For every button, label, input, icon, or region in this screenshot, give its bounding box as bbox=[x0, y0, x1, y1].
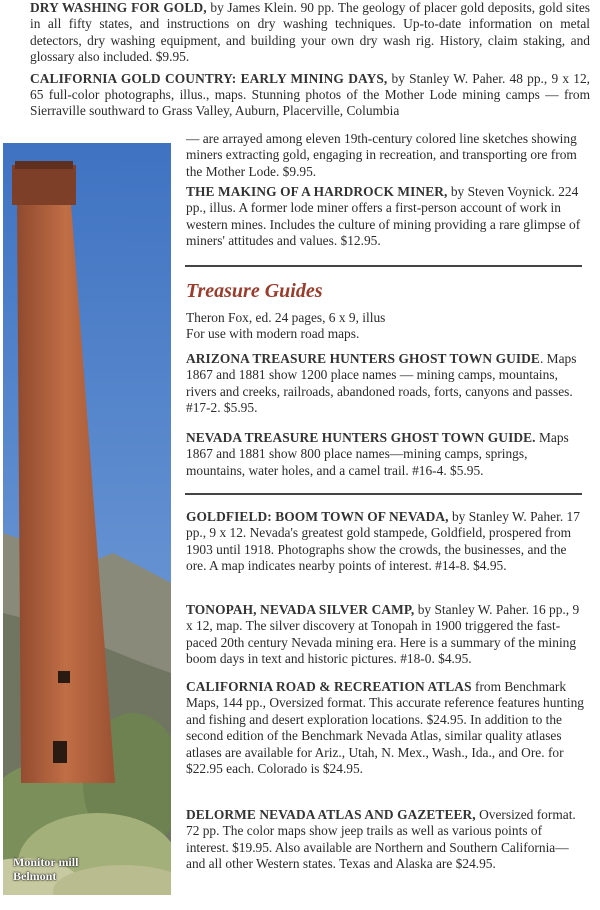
entry-california-atlas bbox=[186, 679, 586, 777]
intro-line-2: For use with modern road maps. bbox=[186, 326, 360, 341]
intro-text bbox=[186, 310, 586, 342]
chimney-illustration bbox=[3, 143, 171, 895]
section-divider bbox=[185, 493, 582, 495]
entry-body: by Stanley W. Paher. 16 pp., 9 x 12, map. The silver discovery at Tonopah in 1900 triggered the fast-paced 20th century Nevada mining era. Here is a summary of the mining boom days in text and historic pictures. #18-0. $4.95. bbox=[186, 602, 580, 667]
entry-title: CALIFORNIA ROAD & RECREATION ATLAS bbox=[186, 679, 472, 694]
top-entries bbox=[30, 0, 590, 125]
photo-caption-line-2: Belmont bbox=[13, 869, 57, 883]
entry-title: GOLDFIELD: BOOM TOWN OF NEVADA, bbox=[186, 509, 449, 524]
photo-monitor-mill-chimney bbox=[3, 143, 171, 895]
continuation-text: — are arrayed among eleven 19th-century colored line sketches showing miners extracting gold, engaging in recreation, and transporting ore from the Mother Lode. $9.95. bbox=[186, 131, 577, 179]
entry-delorme-atlas bbox=[186, 807, 586, 873]
entry-body: by Stanley W. Paher. 17 pp., 9 x 12. Nevada's greatest gold stampede, Goldfield, prospered from 1903 until 1918. Photographs show the crowds, the businesses, and the ore. A map indicates nearby points of interest. #14-8. $4.95. bbox=[186, 509, 580, 574]
entry-tonopah bbox=[186, 602, 586, 668]
photo-caption-line-1: Monitor mill bbox=[13, 855, 79, 869]
entry-hardrock-miner bbox=[186, 184, 586, 250]
entry-body: Maps 1867 and 1881 show 800 place names—mining camps, springs, mountains, water holes, and a camel trail. #16-4. $5.95. bbox=[186, 430, 569, 478]
section-title: Treasure Guides bbox=[186, 280, 323, 302]
entry-arizona-guide bbox=[186, 351, 586, 417]
entry-title: THE MAKING OF A HARDROCK MINER, bbox=[186, 184, 448, 199]
entry-title: DELORME NEVADA ATLAS AND GAZETEER, bbox=[186, 807, 476, 822]
entry-california-gold-country bbox=[30, 71, 590, 120]
entry-body: by Stanley W. Paher. 48 pp., 9 x 12, 65 full-color photographs, illus., maps. Stunning photos of the Mother Lode mining camps — from Sierraville southward to Grass Valley, Auburn, Placerville, Columbia bbox=[30, 70, 590, 119]
entry-dry-washing bbox=[30, 0, 590, 66]
entry-title: DRY WASHING FOR GOLD, bbox=[30, 0, 207, 15]
entry-body: Oversized format. 72 pp. The color maps show jeep trails as well as various points of interest. $19.95. Also available are Northern and Southern California—and all other Western states. Texas and Alaska are $24.95. bbox=[186, 807, 576, 872]
entry-body: by James Klein. 90 pp. The geology of placer gold deposits, gold sites in all fifty states, and instructions on dry washing techniques. Up-to-date information on metal detectors, dry washing equipment, and building your own dry wash rig. History, claim staking, and glossary also included. $9.95. bbox=[30, 0, 590, 65]
entry-title: NEVADA TREASURE HUNTERS GHOST TOWN GUIDE. bbox=[186, 430, 536, 445]
entry-nevada-guide bbox=[186, 430, 586, 479]
entry-title: CALIFORNIA GOLD COUNTRY: EARLY MINING DAYS, bbox=[30, 70, 388, 86]
entry-body: . Maps 1867 and 1881 show 1200 place names — mining camps, mountains, rivers and creeks, railroads, abandoned roads, forts, canyons and passes. #17-2. $5.95. bbox=[186, 351, 577, 416]
entry-body: by Steven Voynick. 224 pp., illus. A former lode miner offers a first-person account of work in western mines. Includes the culture of mining providing a rare glimpse of miners' attitudes and values. $12.95. bbox=[186, 184, 581, 249]
entry-goldfield bbox=[186, 509, 586, 575]
intro-line-1: Theron Fox, ed. 24 pages, 6 x 9, illus bbox=[186, 310, 386, 325]
entry-body: from Benchmark Maps, 144 pp., Oversized format. This accurate reference features hunting and fishing and desert exploration locations. $24.95. In addition to the second edition of the Benchmark Nevada Atlas, similar quality atlases atlases are available for Ariz., Utah, N. Mex., Wash., Ida., and Ore. for $22.95 each. Colorado is $24.95. bbox=[186, 679, 584, 777]
photo-caption bbox=[13, 855, 78, 883]
entry-title: ARIZONA TREASURE HUNTERS GHOST TOWN GUIDE bbox=[186, 351, 540, 366]
section-divider bbox=[185, 265, 582, 267]
entry-title: TONOPAH, NEVADA SILVER CAMP, bbox=[186, 602, 415, 617]
